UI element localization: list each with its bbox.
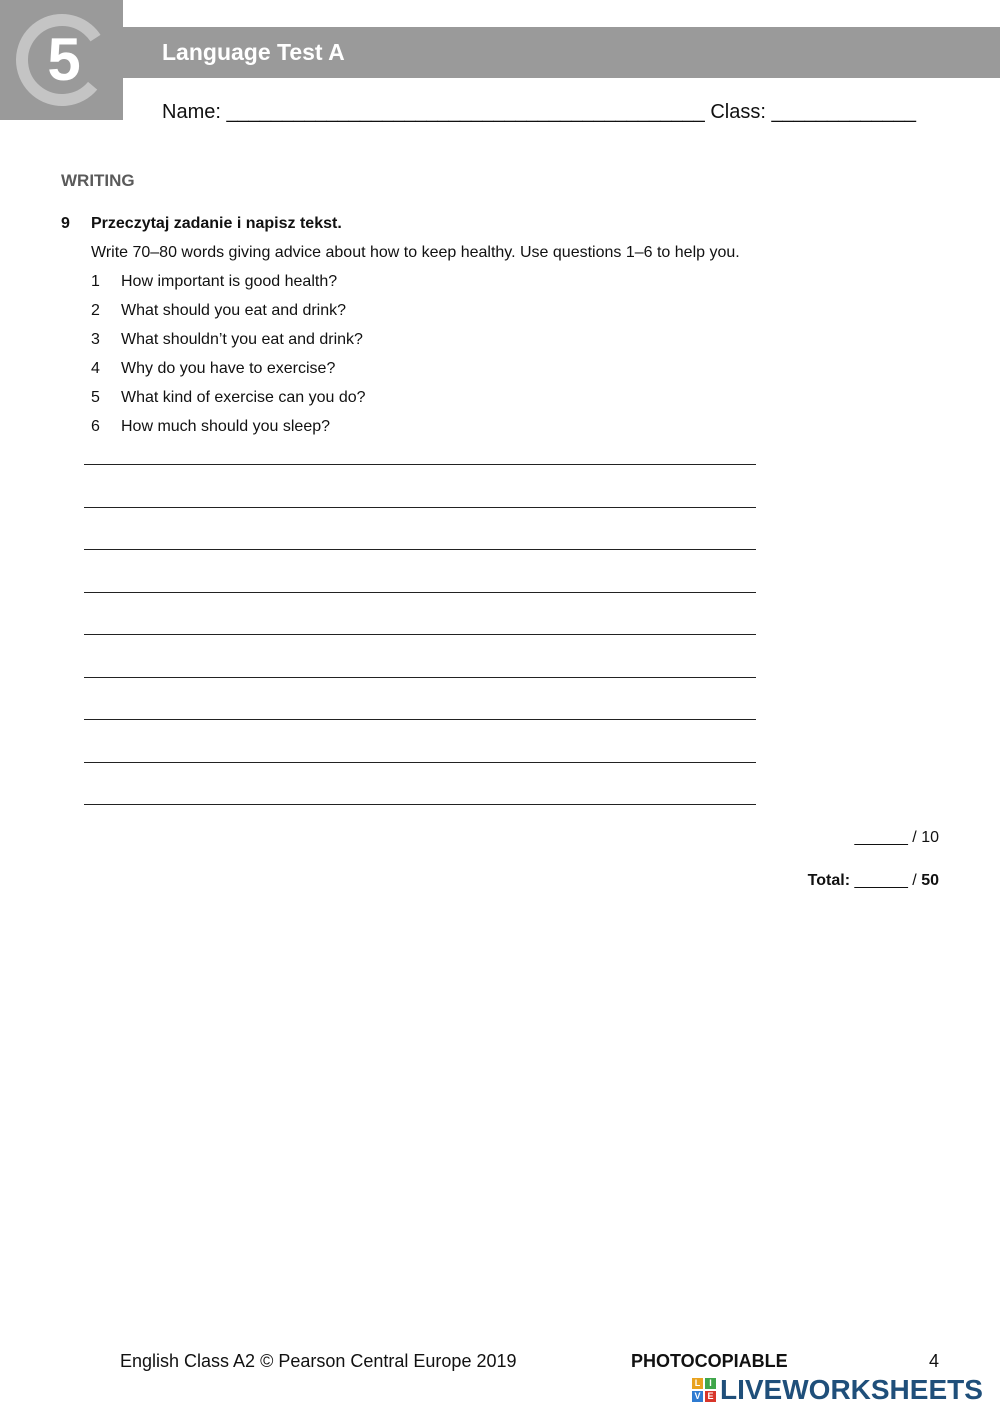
class-field[interactable]: Class: _____________: [710, 101, 917, 123]
question-text: How important is good health?: [121, 273, 338, 290]
page-number: 4: [929, 1351, 940, 1371]
answer-line[interactable]: [84, 592, 756, 593]
title-bar: [123, 27, 1000, 78]
answer-line[interactable]: [84, 549, 756, 550]
answer-line[interactable]: [84, 634, 756, 635]
answer-line[interactable]: [84, 677, 756, 678]
logo-cell: I: [705, 1378, 716, 1389]
question-text: Why do you have to exercise?: [121, 360, 336, 377]
question-number: 1: [91, 273, 100, 290]
photocopiable-label: PHOTOCOPIABLE: [631, 1351, 788, 1371]
question-text: How much should you sleep?: [121, 418, 331, 435]
answer-line[interactable]: [84, 719, 756, 720]
logo-cell: V: [692, 1391, 703, 1402]
list-item: [91, 418, 366, 447]
copyright-text: English Class A2 © Pearson Central Europe 2019: [120, 1351, 517, 1371]
unit-number: 5: [47, 26, 81, 93]
answer-line[interactable]: [84, 464, 756, 465]
answer-line[interactable]: [84, 762, 756, 763]
question-text: What shouldn’t you eat and drink?: [121, 331, 363, 348]
logo-cell: L: [692, 1378, 703, 1389]
total-blank[interactable]: ______ /: [854, 872, 917, 889]
task-score[interactable]: ______ / 10: [854, 829, 939, 846]
question-number: 5: [91, 389, 100, 406]
question-number: 2: [91, 302, 100, 319]
question-list: [91, 273, 366, 447]
total-max: 50: [921, 872, 939, 889]
total-label: Total:: [807, 872, 851, 889]
question-number: 4: [91, 360, 100, 377]
logo-text: LIVEWORKSHEETS: [720, 1374, 983, 1405]
task-title: Przeczytaj zadanie i napisz tekst.: [91, 215, 342, 232]
answer-line[interactable]: [84, 507, 756, 508]
list-item: [91, 273, 366, 302]
name-field[interactable]: Name: ___________________________________________: [162, 101, 705, 123]
logo-cell: E: [705, 1391, 716, 1402]
question-number: 6: [91, 418, 100, 435]
question-number: 3: [91, 331, 100, 348]
list-item: [91, 360, 366, 389]
list-item: [91, 389, 366, 418]
liveworksheets-logo: [692, 1375, 983, 1405]
task-number: 9: [61, 215, 70, 232]
name-class-line: [162, 101, 916, 124]
unit-badge: [0, 0, 123, 120]
section-heading: WRITING: [61, 171, 135, 190]
answer-line[interactable]: [84, 804, 756, 805]
question-text: What should you eat and drink?: [121, 302, 347, 319]
list-item: [91, 302, 366, 331]
task-instruction: Write 70–80 words giving advice about how to keep healthy. Use questions 1–6 to help you.: [91, 244, 740, 261]
logo-grid-icon: [692, 1378, 716, 1402]
question-text: What kind of exercise can you do?: [121, 389, 366, 406]
list-item: [91, 331, 366, 360]
page-title: Language Test A: [162, 39, 345, 65]
total-score: [808, 872, 939, 890]
